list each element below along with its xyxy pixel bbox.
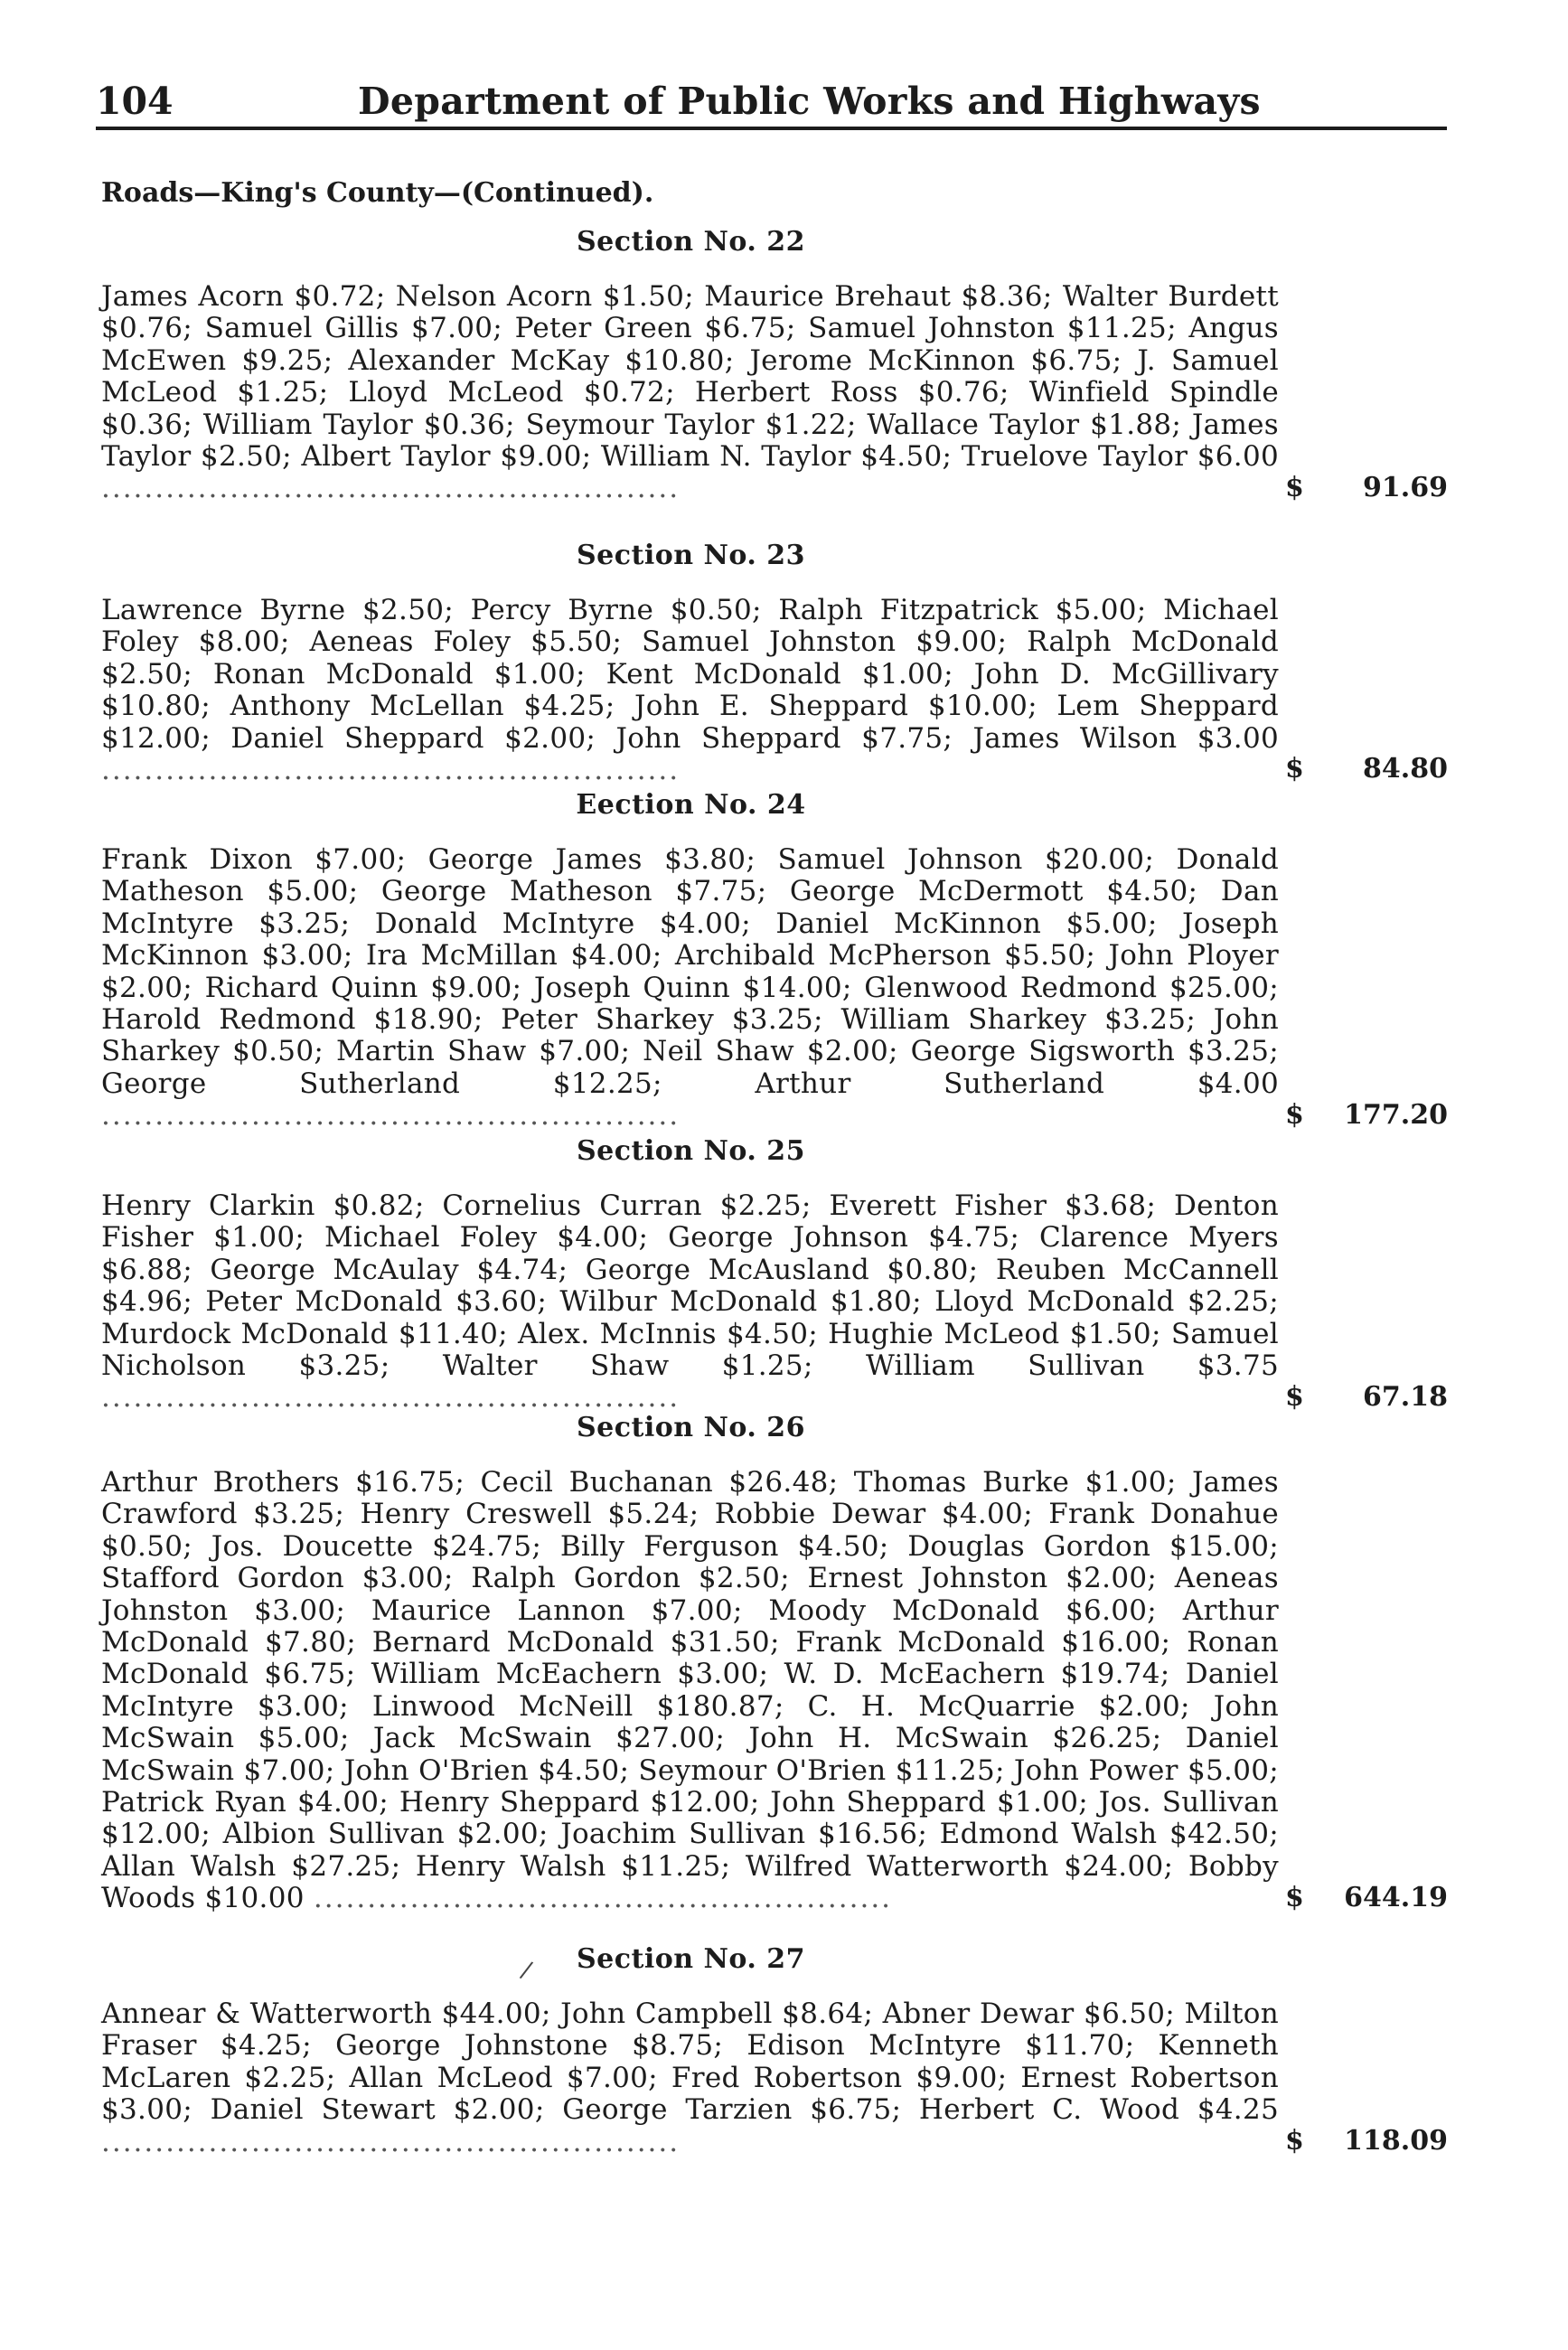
total-amount: 84.80 [1363, 753, 1448, 785]
payees-text: Arthur Brothers $16.75; Cecil Buchanan $26.48; Thomas Burke $1.00; James Crawford $3.25; Henry Creswell $5.24; Robbie Dewar $4.00; Frank Donahue $0.50; Jos. Doucette $24.75; Billy Ferguson $4.50; Douglas Gordon $15.00; Stafford Gordon $3.00; Ralph Gordon $2.50; Ernest Johnston $2.00; Aeneas Johnston $3.00; Maurice Lannon $7.00; Moody McDonald $6.00; Arthur McDonald $7.80; Bernard McDonald $31.50; Frank McDonald $16.00; Ronan McDonald $6.75; William McEachern $3.00; W. D. McEachern $19.74; Daniel McIntyre $3.00; Linwood McNeill $180.87; C. H. McQuarrie $2.00; John McSwain $5.00; Jack McSwain $27.00; John H. McSwain $26.25; Daniel McSwain $7.00; John O'Brien $4.50; Seymour O'Brien $11.25; John Power $5.00; Patrick Ryan $4.00; Henry Sheppard $12.00; John Sheppard $1.00; Jos. Sullivan $12.00; Albion Sullivan $2.00; Joachim Sullivan $16.56; Edmond Walsh $42.50; Allan Walsh $27.25; Henry Walsh $11.25; Wilfred Watterworth $24.00; Bobby Woods $10.00 [101, 1466, 1279, 1915]
entry-text [101, 281, 1279, 505]
running-title: Department of Public Works and Highways [358, 80, 1261, 123]
section-entries [101, 844, 1448, 1133]
total-amount: 118.09 [1344, 2125, 1448, 2157]
section-heading: Section No. 27 [576, 1943, 806, 1975]
section-total [1285, 1881, 1448, 1913]
section-entries [101, 281, 1448, 505]
dot-leader: ...................................................... [101, 2125, 681, 2158]
section-26 [101, 1412, 1448, 1915]
total-amount: 177.20 [1344, 1098, 1448, 1131]
section-heading: Section No. 22 [576, 226, 806, 258]
dot-leader: ...................................................... [101, 1099, 681, 1133]
section-heading: Section No. 26 [576, 1412, 806, 1443]
section-entries [101, 1998, 1448, 2158]
entry-text [101, 1190, 1279, 1415]
payees-text: Annear & Watterworth $44.00; John Campbell $8.64; Abner Dewar $6.50; Milton Fraser $4.25; George Johnstone $8.75; Edison McIntyre $11.70; Kenneth McLaren $2.25; Allan McLeod $7.00; Fred Robertson $9.00; Ernest Robertson $3.00; Daniel Stewart $2.00; George Tarzien $6.75; Herbert C. Wood $4.25 [101, 1998, 1279, 2127]
entry-text [101, 844, 1279, 1133]
dollar-sign: $ [1285, 1881, 1304, 1913]
entry-text [101, 595, 1279, 786]
dollar-sign: $ [1285, 2125, 1304, 2157]
header-rule [96, 127, 1447, 130]
payees-text: Frank Dixon $7.00; George James $3.80; Samuel Johnson $20.00; Donald Matheson $5.00; George Matheson $7.75; George McDermott $4.50; Dan McIntyre $3.25; Donald McIntyre $4.00; Daniel McKinnon $5.00; Joseph McKinnon $3.00; Ira McMillan $4.00; Archibald McPherson $5.50; John Ployer $2.00; Richard Quinn $9.00; Joseph Quinn $14.00; Glenwood Redmond $25.00; Harold Redmond $18.90; Peter Sharkey $3.25; William Sharkey $3.25; John Sharkey $0.50; Martin Shaw $7.00; Neil Shaw $2.00; George Sigsworth $3.25; George Sutherland $12.25; Arthur Sutherland $4.00 [101, 843, 1279, 1100]
section-27 [101, 1943, 1448, 2158]
section-23 [101, 540, 1448, 786]
section-25 [101, 1135, 1448, 1415]
section-entries [101, 595, 1448, 786]
dollar-sign: $ [1285, 753, 1304, 785]
section-total [1285, 752, 1448, 785]
dollar-sign: $ [1285, 471, 1304, 503]
entry-text [101, 1998, 1279, 2158]
section-heading: Section No. 25 [576, 1135, 806, 1167]
payees-text: Lawrence Byrne $2.50; Percy Byrne $0.50; Ralph Fitzpatrick $5.00; Michael Foley $8.00; Aeneas Foley $5.50; Samuel Johnston $9.00; Ralph McDonald $2.50; Ronan McDonald $1.00; Kent McDonald $1.00; John D. McGillivary $10.80; Anthony McLellan $4.25; John E. Sheppard $10.00; Lem Sheppard $12.00; Daniel Sheppard $2.00; John Sheppard $7.75; James Wilson $3.00 [101, 594, 1279, 755]
section-total [1285, 1098, 1448, 1131]
dot-leader: ...................................................... [101, 1381, 681, 1415]
dot-leader: ...................................................... [313, 1882, 893, 1915]
dot-leader: ...................................................... [101, 472, 681, 505]
section-total [1285, 1380, 1448, 1413]
total-amount: 91.69 [1363, 471, 1448, 503]
section-entries [101, 1190, 1448, 1415]
section-entries [101, 1467, 1448, 1915]
page-number: 104 [96, 80, 174, 123]
section-22 [101, 226, 1448, 505]
entry-text [101, 1467, 1279, 1915]
pencil-mark: / [518, 1956, 535, 1985]
subhead: Roads—King's County—(Continued). [101, 177, 654, 209]
section-heading: Eection No. 24 [576, 789, 806, 821]
payees-text: James Acorn $0.72; Nelson Acorn $1.50; Maurice Brehaut $8.36; Walter Burdett $0.76; Samuel Gillis $7.00; Peter Green $6.75; Samuel Johnston $11.25; Angus McEwen $9.25; Alexander McKay $10.80; Jerome McKinnon $6.75; J. Samuel McLeod $1.25; Lloyd McLeod $0.72; Herbert Ross $0.76; Winfield Spindle $0.36; William Taylor $0.36; Seymour Taylor $1.22; Wallace Taylor $1.88; James Taylor $2.50; Albert Taylor $9.00; William N. Taylor $4.50; Truelove Taylor $6.00 [101, 280, 1279, 474]
dollar-sign: $ [1285, 1098, 1304, 1131]
total-amount: 644.19 [1344, 1881, 1448, 1913]
section-24 [101, 789, 1448, 1133]
total-amount: 67.18 [1363, 1380, 1448, 1413]
section-total [1285, 2124, 1448, 2157]
payees-text: Henry Clarkin $0.82; Cornelius Curran $2.25; Everett Fisher $3.68; Denton Fisher $1.00; Michael Foley $4.00; George Johnson $4.75; Clarence Myers $6.88; George McAulay $4.74; George McAusland $0.80; Reuben McCannell $4.96; Peter McDonald $3.60; Wilbur McDonald $1.80; Lloyd McDonald $2.25; Murdock McDonald $11.40; Alex. McInnis $4.50; Hughie McLeod $1.50; Samuel Nicholson $3.25; Walter Shaw $1.25; William Sullivan $3.75 [101, 1189, 1279, 1383]
dot-leader: ...................................................... [101, 754, 681, 787]
section-heading: Section No. 23 [576, 540, 806, 571]
section-total [1285, 471, 1448, 503]
dollar-sign: $ [1285, 1380, 1304, 1413]
